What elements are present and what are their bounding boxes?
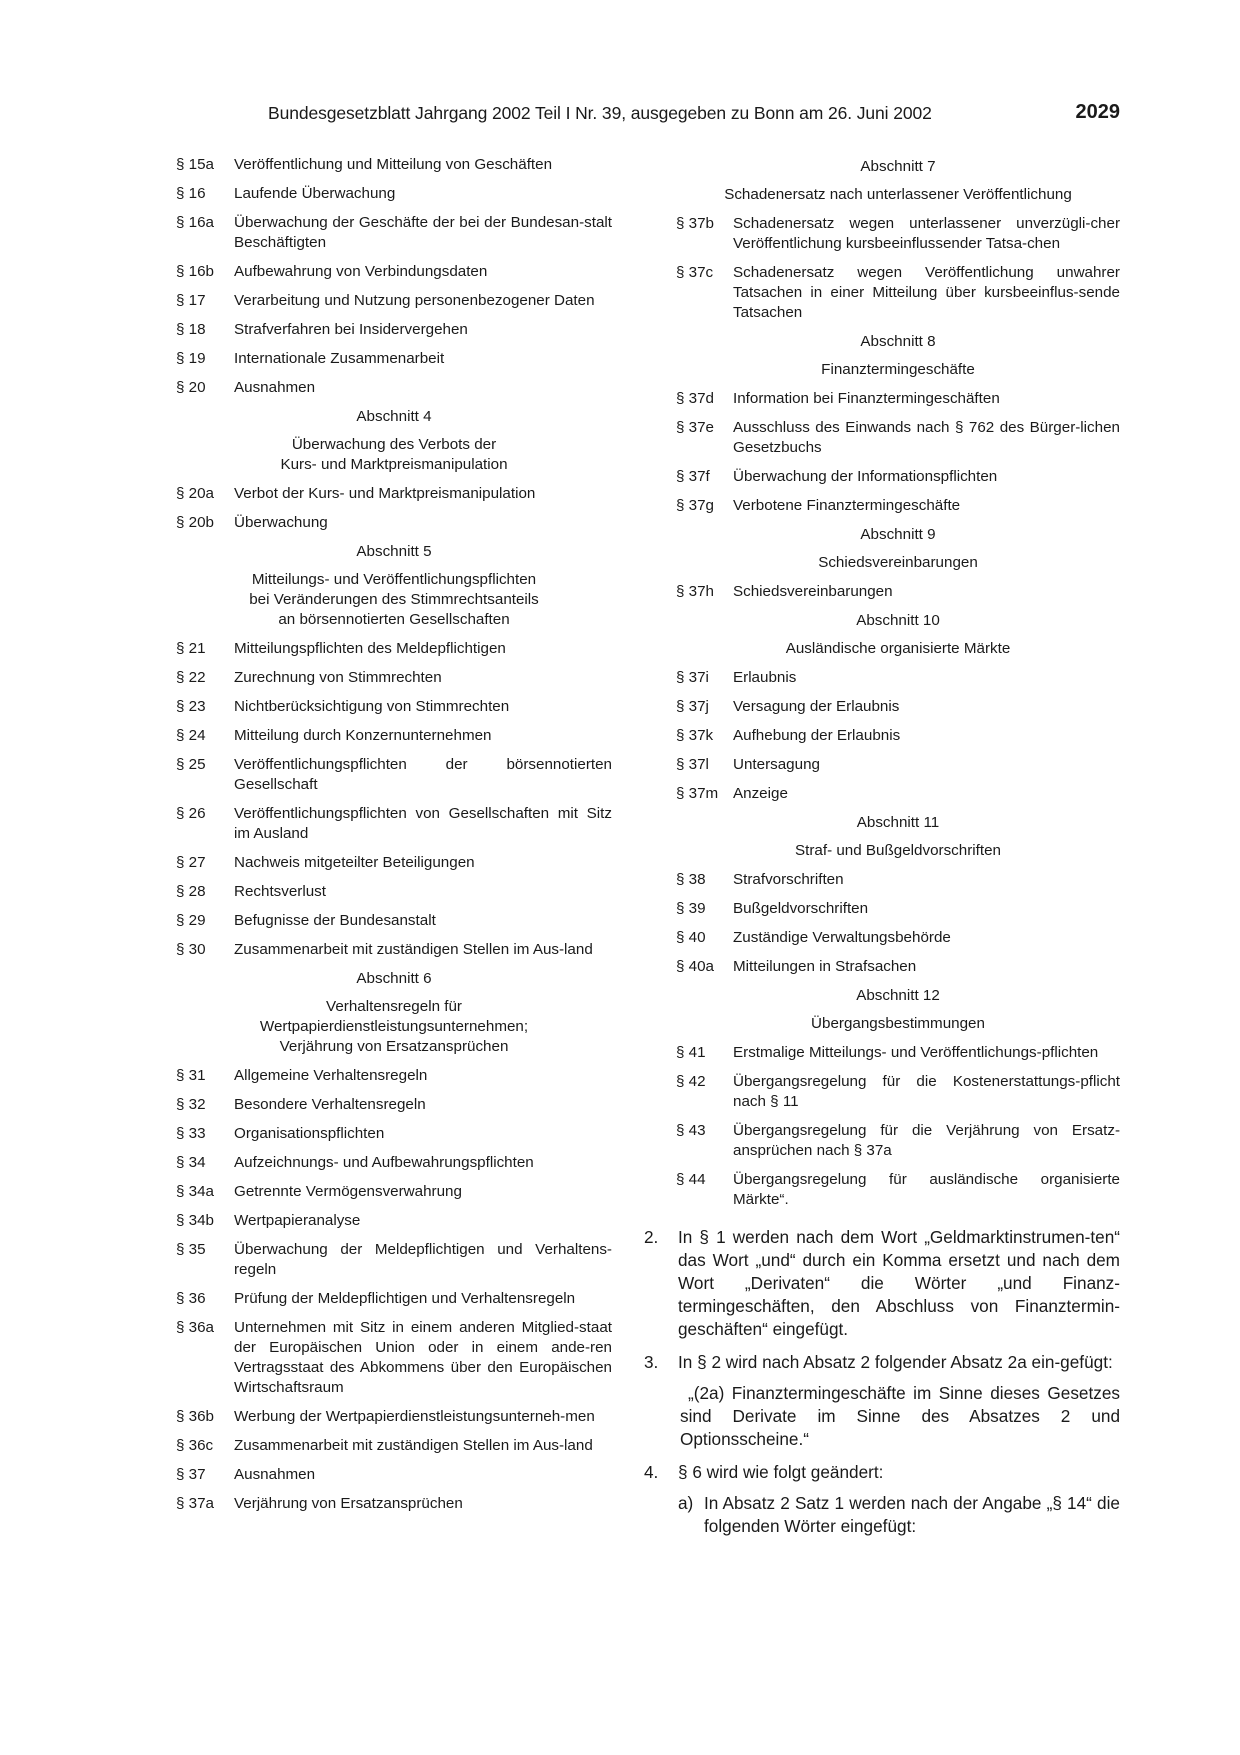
toc-entry: [176, 1095, 612, 1115]
page-header: [268, 100, 1120, 126]
section-number: Abschnitt 10: [856, 612, 940, 629]
toc-entry: [176, 1211, 612, 1231]
paragraph-title: Verjährung von Ersatzansprüchen: [234, 1495, 463, 1512]
section-title: Finanztermingeschäfte: [821, 361, 975, 378]
amendment-number: 3.: [644, 1352, 659, 1372]
toc-entry: [676, 697, 1120, 717]
paragraph-number: § 15a: [176, 156, 215, 173]
paragraph-title: Mitteilung durch Konzernunternehmen: [234, 727, 492, 744]
section-title: Verhaltensregeln für Wertpapierdienstleistungsunternehmen; Verjährung von Ersatzansprüchen: [259, 998, 529, 1055]
paragraph-number: § 37m: [676, 785, 719, 802]
paragraph-number: § 37f: [676, 468, 710, 485]
paragraph-title: Überwachung: [234, 514, 328, 531]
paragraph-title: Veröffentlichungspflichten von Gesellschaften mit Sitz im Ausland: [234, 805, 612, 842]
paragraph-title: Zusammenarbeit mit zuständigen Stellen im Aus-land: [234, 1437, 593, 1454]
section-number: Abschnitt 4: [356, 408, 432, 425]
section-number: Abschnitt 11: [856, 814, 940, 831]
toc-entry: [176, 291, 612, 311]
paragraph-number: § 39: [676, 900, 706, 917]
toc-entry: [176, 320, 612, 340]
paragraph-title: Prüfung der Meldepflichtigen und Verhaltensregeln: [234, 1290, 576, 1307]
paragraph-number: § 20a: [176, 485, 215, 502]
inserted-paragraph: „(2a) Finanztermingeschäfte im Sinne dieses Gesetzes sind Derivate im Sinne des Absatzes 2 und Optionsscheine.“: [680, 1383, 1120, 1449]
paragraph-number: § 34b: [176, 1212, 215, 1229]
paragraph-number: § 36c: [176, 1437, 214, 1454]
gazette-title: Bundesgesetzblatt Jahrgang 2002 Teil I Nr. 39, ausgegeben zu Bonn am 26. Juni 2002: [268, 103, 932, 123]
toc-entry: [176, 1124, 612, 1144]
paragraph-title: Anzeige: [733, 785, 788, 802]
toc-entry: [676, 1072, 1120, 1112]
paragraph-title: Untersagung: [733, 756, 820, 773]
section-heading: [676, 813, 1120, 861]
paragraph-number: § 16a: [176, 214, 215, 231]
paragraph-number: § 19: [176, 350, 206, 367]
paragraph-title: Internationale Zusammenarbeit: [234, 350, 445, 367]
paragraph-number: § 29: [176, 912, 206, 929]
section-heading: [676, 332, 1120, 380]
paragraph-number: § 37b: [676, 215, 715, 232]
section-title: Schadenersatz nach unterlassener Veröffentlichung: [724, 186, 1072, 203]
paragraph-title: Übergangsregelung für die Verjährung von Ersatz-ansprüchen nach § 37a: [733, 1122, 1120, 1159]
paragraph-number: § 34: [176, 1154, 206, 1171]
toc-entry: [676, 1121, 1120, 1161]
toc-entry: [176, 726, 612, 746]
section-heading: [176, 407, 612, 475]
section-title: Übergangsbestimmungen: [811, 1015, 985, 1032]
paragraph-number: § 38: [676, 871, 706, 888]
paragraph-number: § 37l: [676, 756, 709, 773]
paragraph-number: § 37d: [676, 390, 715, 407]
table-of-contents-continued: [676, 157, 1120, 1210]
paragraph-number: § 37j: [676, 698, 709, 715]
paragraph-title: Veröffentlichung und Mitteilung von Geschäften: [234, 156, 553, 173]
section-heading: [676, 986, 1120, 1034]
toc-entry: [176, 378, 612, 398]
paragraph-title: Überwachung der Meldepflichtigen und Verhaltens-regeln: [234, 1241, 612, 1278]
paragraph-title: Wertpapieranalyse: [234, 1212, 361, 1229]
paragraph-number: § 35: [176, 1241, 206, 1258]
toc-entry: [176, 262, 612, 282]
paragraph-title: Organisationspflichten: [234, 1125, 385, 1142]
paragraph-title: Schiedsvereinbarungen: [733, 583, 893, 600]
paragraph-number: § 37h: [676, 583, 715, 600]
toc-entry: [176, 1436, 612, 1456]
toc-entry: [176, 1465, 612, 1485]
toc-entry: [176, 513, 612, 533]
paragraph-number: § 33: [176, 1125, 206, 1142]
toc-entry: [676, 870, 1120, 890]
toc-entry: [676, 496, 1120, 516]
section-title: Straf- und Bußgeldvorschriften: [795, 842, 1001, 859]
paragraph-number: § 17: [176, 292, 206, 309]
paragraph-number: § 36: [176, 1290, 206, 1307]
subitem-letter: a): [678, 1493, 694, 1513]
section-number: Abschnitt 6: [356, 970, 432, 987]
paragraph-title: Veröffentlichungspflichten der börsennotierten Gesellschaft: [234, 756, 612, 793]
paragraph-title: Strafvorschriften: [733, 871, 844, 888]
paragraph-title: Nichtberücksichtigung von Stimmrechten: [234, 698, 510, 715]
section-number: Abschnitt 9: [860, 526, 936, 543]
paragraph-title: Aufhebung der Erlaubnis: [733, 727, 901, 744]
paragraph-number: § 18: [176, 321, 206, 338]
toc-entry: [176, 1066, 612, 1086]
paragraph-title: Information bei Finanztermingeschäften: [733, 390, 1000, 407]
toc-entry: [176, 349, 612, 369]
section-number: Abschnitt 12: [856, 987, 940, 1004]
paragraph-number: § 16b: [176, 263, 215, 280]
paragraph-number: § 26: [176, 805, 206, 822]
paragraph-title: Verbot der Kurs- und Marktpreismanipulation: [234, 485, 536, 502]
paragraph-title: Ausschluss des Einwands nach § 762 des Bürger-lichen Gesetzbuchs: [733, 419, 1120, 456]
paragraph-title: Befugnisse der Bundesanstalt: [234, 912, 436, 929]
paragraph-title: Erstmalige Mitteilungs- und Veröffentlichungs-pflichten: [733, 1044, 1099, 1061]
paragraph-title: Nachweis mitgeteilter Beteiligungen: [234, 854, 475, 871]
paragraph-number: § 28: [176, 883, 206, 900]
paragraph-title: Aufbewahrung von Verbindungsdaten: [234, 263, 488, 280]
paragraph-number: § 37a: [176, 1495, 215, 1512]
paragraph-title: Ausnahmen: [234, 379, 316, 396]
page-number: 2029: [1075, 101, 1120, 123]
right-column: [644, 155, 1120, 1538]
toc-entry: [176, 484, 612, 504]
paragraph-title: Ausnahmen: [234, 1466, 316, 1483]
paragraph-number: § 36a: [176, 1319, 215, 1336]
toc-entry: [676, 957, 1120, 977]
paragraph-number: § 31: [176, 1067, 206, 1084]
paragraph-number: § 37: [176, 1466, 206, 1483]
paragraph-number: § 30: [176, 941, 206, 958]
paragraph-title: Überwachung der Geschäfte der bei der Bundesan-stalt Beschäftigten: [234, 214, 612, 251]
toc-entry: [676, 928, 1120, 948]
toc-entry: [676, 418, 1120, 458]
paragraph-title: Übergangsregelung für ausländische organisierte Märkte“.: [733, 1171, 1120, 1208]
paragraph-number: § 41: [676, 1044, 706, 1061]
amendment-text: In § 2 wird nach Absatz 2 folgender Absatz 2a ein-gefügt:: [678, 1352, 1113, 1372]
paragraph-title: Versagung der Erlaubnis: [733, 698, 900, 715]
paragraph-number: § 37e: [676, 419, 715, 436]
paragraph-title: Übergangsregelung für die Kostenerstattungs-pflicht nach § 11: [733, 1073, 1120, 1110]
amendment-number: 2.: [644, 1227, 659, 1247]
toc-entry: [176, 1240, 612, 1280]
amendment-body: [678, 1226, 1120, 1341]
paragraph-number: § 37c: [676, 264, 714, 281]
amendment-number: 4.: [644, 1462, 659, 1482]
toc-entry: [176, 155, 612, 175]
amendment-body: [678, 1461, 1120, 1538]
section-heading: [676, 157, 1120, 205]
toc-entry: [176, 184, 612, 204]
amendment-item: [644, 1351, 1120, 1451]
paragraph-number: § 42: [676, 1073, 706, 1090]
paragraph-number: § 32: [176, 1096, 206, 1113]
amendment-subitem: [678, 1492, 1120, 1538]
toc-entry: [176, 1407, 612, 1427]
section-heading: [176, 969, 612, 1057]
section-title: Schiedsvereinbarungen: [818, 554, 978, 571]
toc-entry: [176, 213, 612, 253]
paragraph-title: Unternehmen mit Sitz in einem anderen Mitglied-staat der Europäischen Union oder in einem ande-ren Vertragsstaat des Abkommens über den Europäischen Wirtschaftsraum: [234, 1319, 612, 1396]
amendment-text: § 6 wird wie folgt geändert:: [678, 1462, 884, 1482]
paragraph-title: Getrennte Vermögensverwahrung: [234, 1183, 462, 1200]
paragraph-number: § 25: [176, 756, 206, 773]
toc-entry: [176, 1182, 612, 1202]
toc-entry: [676, 1170, 1120, 1210]
section-heading: [176, 542, 612, 630]
paragraph-title: Bußgeldvorschriften: [733, 900, 869, 917]
paragraph-number: § 37i: [676, 669, 709, 686]
toc-entry: [176, 804, 612, 844]
paragraph-title: Mitteilungen in Strafsachen: [733, 958, 917, 975]
paragraph-title: Zusammenarbeit mit zuständigen Stellen im Aus-land: [234, 941, 593, 958]
toc-entry: [676, 263, 1120, 323]
paragraph-title: Schadenersatz wegen Veröffentlichung unwahrer Tatsachen in einer Mitteilung über kursbeeinflus-sende Tatsachen: [733, 264, 1120, 321]
paragraph-title: Aufzeichnungs- und Aufbewahrungspflichten: [234, 1154, 534, 1171]
toc-entry: [176, 853, 612, 873]
paragraph-title: Überwachung der Informationspflichten: [733, 468, 998, 485]
paragraph-title: Mitteilungspflichten des Meldepflichtigen: [234, 640, 506, 657]
toc-entry: [676, 668, 1120, 688]
toc-entry: [176, 882, 612, 902]
paragraph-number: § 27: [176, 854, 206, 871]
section-title: Überwachung des Verbots der Kurs- und Marktpreismanipulation: [280, 436, 508, 473]
toc-entry: [176, 755, 612, 795]
section-heading: [676, 525, 1120, 573]
toc-entry: [176, 1153, 612, 1173]
paragraph-title: Zurechnung von Stimmrechten: [234, 669, 442, 686]
toc-entry: [176, 911, 612, 931]
paragraph-number: § 20b: [176, 514, 215, 531]
paragraph-number: § 22: [176, 669, 206, 686]
paragraph-title: Zuständige Verwaltungsbehörde: [733, 929, 951, 946]
toc-entry: [676, 214, 1120, 254]
paragraph-title: Verarbeitung und Nutzung personenbezogener Daten: [234, 292, 595, 309]
left-column: [176, 155, 612, 1523]
paragraph-title: Rechtsverlust: [234, 883, 327, 900]
toc-entry: [176, 1494, 612, 1514]
toc-entry: [676, 582, 1120, 602]
toc-entry: [176, 1318, 612, 1398]
toc-entry: [676, 784, 1120, 804]
toc-entry: [176, 940, 612, 960]
toc-entry: [176, 639, 612, 659]
subitem-text: In Absatz 2 Satz 1 werden nach der Angabe „§ 14“ die folgenden Wörter eingefügt:: [704, 1493, 1120, 1536]
paragraph-number: § 20: [176, 379, 206, 396]
paragraph-number: § 24: [176, 727, 206, 744]
toc-entry: [676, 467, 1120, 487]
paragraph-number: § 37k: [676, 727, 714, 744]
paragraph-title: Schadenersatz wegen unterlassener unverzügli-cher Veröffentlichung kursbeeinflussender Tatsa-chen: [733, 215, 1120, 252]
amendment-item: [644, 1226, 1120, 1341]
toc-entry: [676, 389, 1120, 409]
paragraph-number: § 37g: [676, 497, 715, 514]
paragraph-number: § 44: [676, 1171, 706, 1188]
section-number: Abschnitt 8: [860, 333, 936, 350]
paragraph-title: Besondere Verhaltensregeln: [234, 1096, 426, 1113]
section-heading: [676, 611, 1120, 659]
toc-entry: [676, 726, 1120, 746]
section-title: Ausländische organisierte Märkte: [785, 640, 1011, 657]
paragraph-number: § 36b: [176, 1408, 215, 1425]
paragraph-number: § 21: [176, 640, 206, 657]
toc-entry: [176, 1289, 612, 1309]
amendment-text: In § 1 werden nach dem Wort „Geldmarktinstrumen-ten“ das Wort „und“ durch ein Komma ersetzt und nach dem Wort „Derivaten“ die Wörter „und Finanz-termingeschäften, den Abschluss von Finanztermin-geschäften“ eingefügt.: [678, 1227, 1120, 1339]
paragraph-number: § 43: [676, 1122, 706, 1139]
amendment-list: [644, 1226, 1120, 1538]
paragraph-number: § 40a: [676, 958, 715, 975]
paragraph-number: § 34a: [176, 1183, 215, 1200]
amendment-item: [644, 1461, 1120, 1538]
section-number: Abschnitt 7: [860, 158, 936, 175]
toc-entry: [176, 697, 612, 717]
toc-entry: [676, 899, 1120, 919]
paragraph-title: Erlaubnis: [733, 669, 797, 686]
paragraph-number: § 23: [176, 698, 206, 715]
toc-entry: [676, 1043, 1120, 1063]
toc-entry: [176, 668, 612, 688]
paragraph-title: Verbotene Finanztermingeschäfte: [733, 497, 961, 514]
amendment-body: [678, 1351, 1120, 1451]
paragraph-title: Allgemeine Verhaltensregeln: [234, 1067, 428, 1084]
section-title: Mitteilungs- und Veröffentlichungspflichten bei Veränderungen des Stimmrechtsanteils an börsennotierten Gesellschaften: [249, 571, 539, 628]
paragraph-number: § 16: [176, 185, 206, 202]
paragraph-title: Laufende Überwachung: [234, 185, 396, 202]
paragraph-number: § 40: [676, 929, 706, 946]
paragraph-title: Strafverfahren bei Insidervergehen: [234, 321, 468, 338]
toc-entry: [676, 755, 1120, 775]
section-number: Abschnitt 5: [356, 543, 432, 560]
paragraph-title: Werbung der Wertpapierdienstleistungsunterneh-men: [234, 1408, 595, 1425]
